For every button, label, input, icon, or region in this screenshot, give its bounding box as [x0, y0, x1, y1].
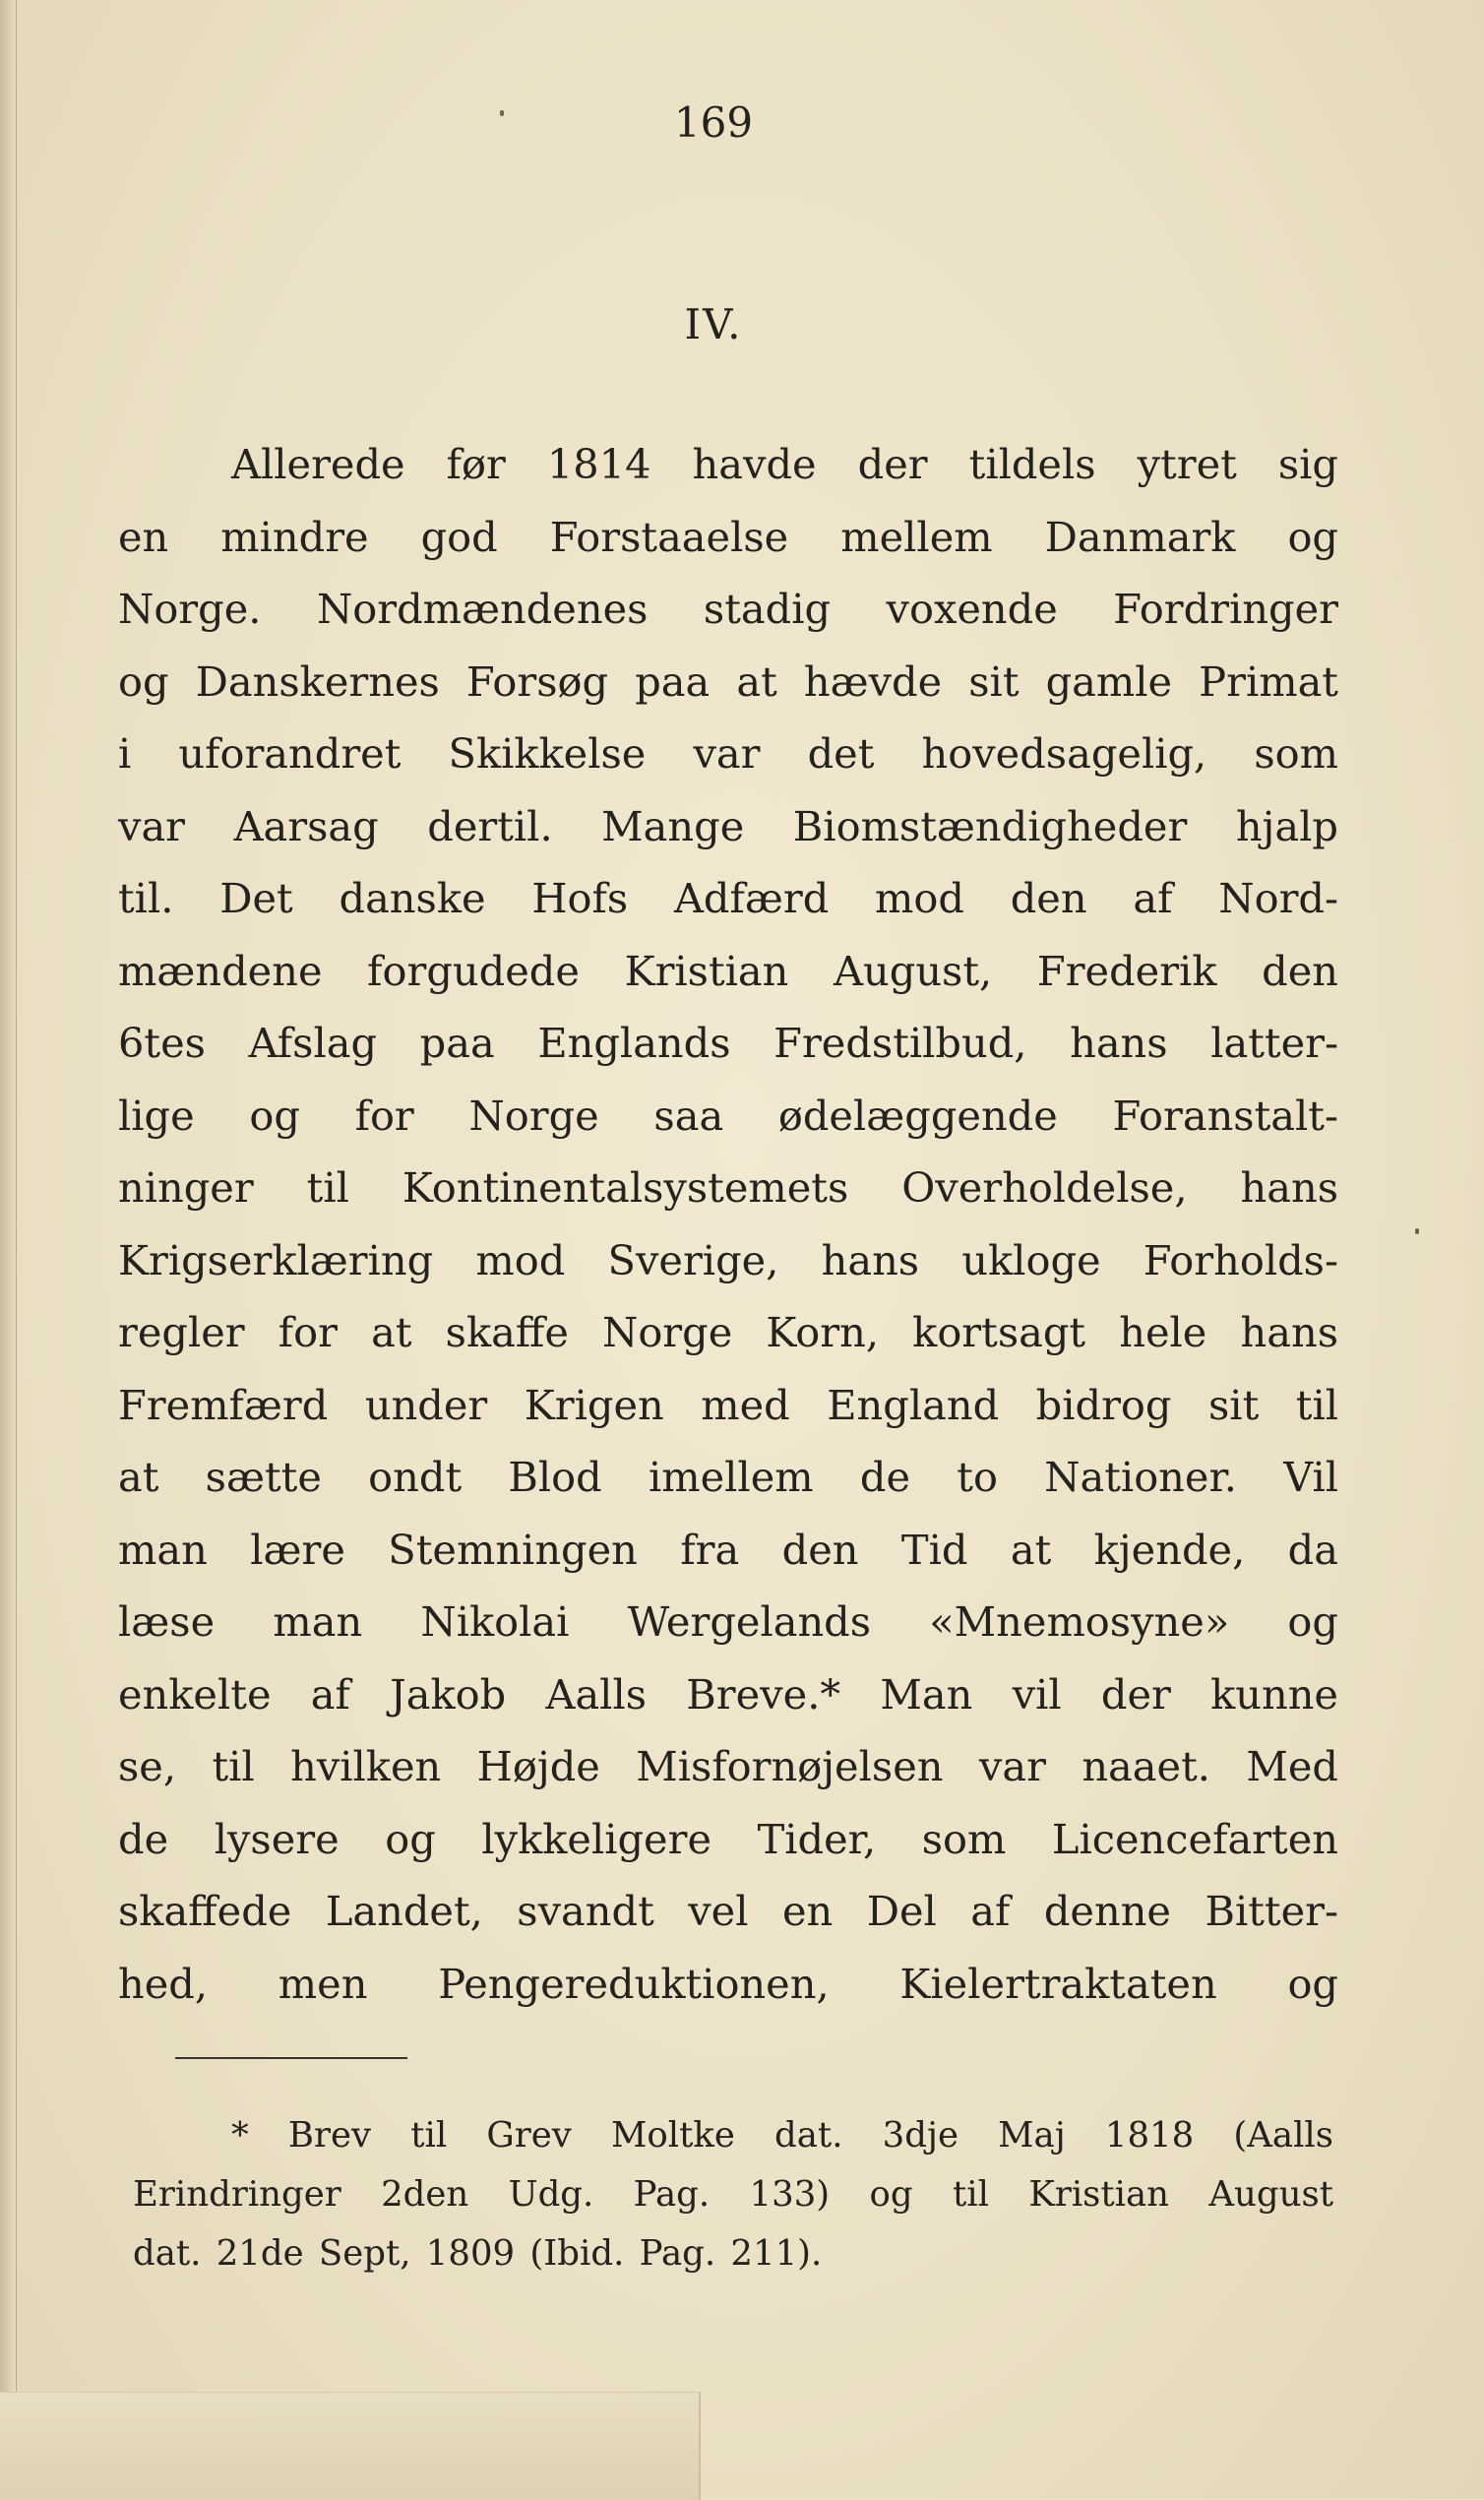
text-line: læse man Nikolai Wergelands «Mnemosyne» og [118, 1597, 1338, 1646]
body-text [118, 428, 1338, 2020]
text-line: til. Det danske Hofs Adfærd mod den af Nord- [118, 874, 1338, 922]
ink-speck [500, 110, 504, 116]
text-line: en mindre god Forstaaelse mellem Danmark og [118, 512, 1338, 561]
text-line: lige og for Norge saa ødelæggende Foranstalt- [118, 1091, 1338, 1140]
footnote-line: dat. 21de Sept, 1809 (Ibid. Pag. 211). [133, 2233, 823, 2274]
text-line: regler for at skaffe Norge Korn, kortsagt hele hans [118, 1308, 1338, 1356]
text-line: mændene forgudede Kristian August, Frederik den [118, 946, 1338, 995]
footnote-line: * Brev til Grev Moltke dat. 3dje Maj 1818 (Aalls [231, 2115, 1333, 2156]
text-line: og Danskernes Forsøg paa at hævde sit gamle Primat [118, 656, 1338, 706]
text-line: enkelte af Jakob Aalls Breve.* Man vil der kunne [118, 1669, 1338, 1719]
text-line: hed, men Pengereduktionen, Kielertraktaten og [118, 1959, 1338, 2008]
text-line: Allerede før 1814 havde der tildels ytret sig [231, 440, 1338, 488]
underlying-page-edge [0, 2392, 701, 2500]
text-line: i uforandret Skikkelse var det hovedsagelig, som [118, 729, 1338, 778]
text-line: Krigserklæring mod Sverige, hans ukloge Forholds- [118, 1235, 1338, 1284]
footnote-line: Erindringer 2den Udg. Pag. 133) og til Kristian August [133, 2174, 1333, 2215]
text-line: 6tes Afslag paa Englands Fredstilbud, hans latter- [118, 1019, 1338, 1067]
section-heading: IV. [684, 300, 743, 348]
text-line: man lære Stemningen fra den Tid at kjende, da [118, 1525, 1338, 1574]
ink-speck [1415, 1228, 1419, 1234]
text-line: at sætte ondt Blod imellem de to Nationer. Vil [118, 1453, 1338, 1501]
text-line: de lysere og lykkeligere Tider, som Licencefarten [118, 1814, 1338, 1863]
page-binding-edge [0, 0, 17, 2499]
text-line: Norge. Nordmændenes stadig voxende Fordringer [118, 585, 1338, 633]
text-line: ninger til Kontinentalsystemets Overholdelse, hans [118, 1163, 1338, 1212]
text-line: var Aarsag dertil. Mange Biomstændigheder hjalp [118, 801, 1338, 850]
footnote-divider [175, 2057, 407, 2059]
page-number: 169 [673, 98, 754, 147]
text-line: se, til hvilken Højde Misfornøjelsen var naaet. Med [118, 1742, 1338, 1790]
text-line: skaffede Landet, svandt vel en Del af denne Bitter- [118, 1887, 1338, 1935]
footnote [133, 2106, 1333, 2283]
text-line: Fremfærd under Krigen med England bidrog sit til [118, 1380, 1338, 1429]
